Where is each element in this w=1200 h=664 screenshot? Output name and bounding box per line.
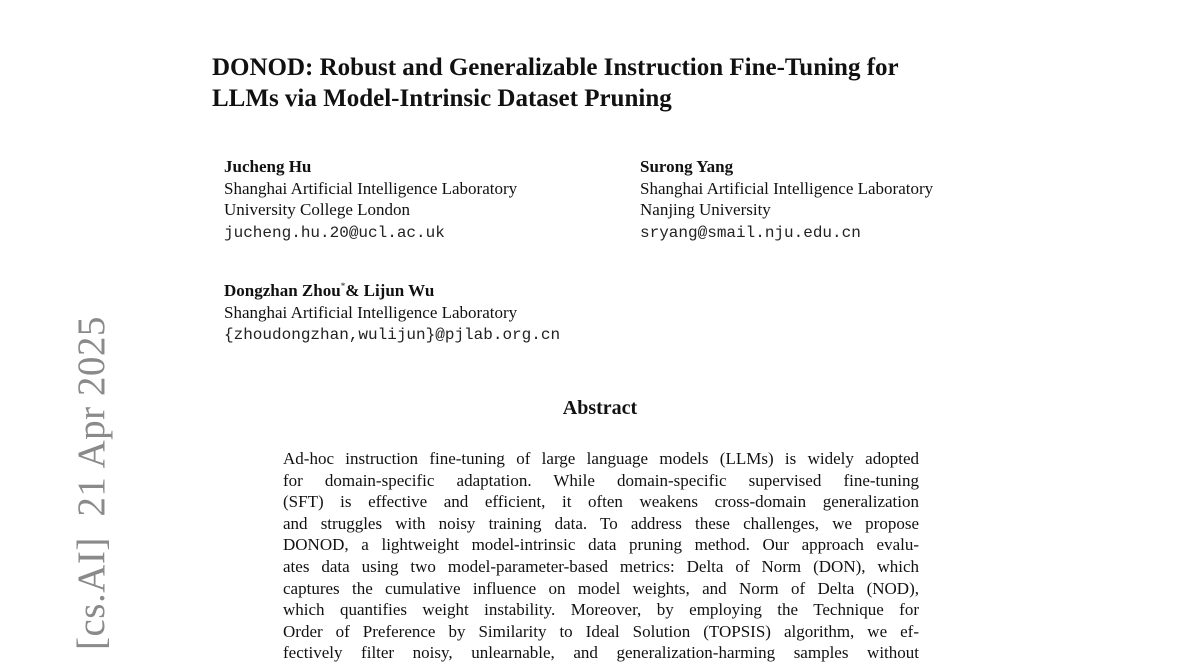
abstract-line: DONOD, a lightweight model-intrinsic data pruning method. Our approach evalu- [283,535,919,555]
author-email[interactable]: sryang@smail.nju.edu.cn [640,223,861,242]
abstract-line: Order of Preference by Similarity to Ideal Solution (TOPSIS) algorithm, we ef- [283,621,919,641]
author-name-part-1: Dongzhan Zhou [224,281,341,300]
author-affiliation: Shanghai Artificial Intelligence Laboratory [224,178,518,198]
title-line-1: DONOD: Robust and Generalizable Instruction Fine-Tuning for [212,54,899,81]
abstract-line: ates data using two model-parameter-based metrics: Delta of Norm (DON), which [283,556,919,576]
author-block-3 [224,276,560,347]
author-name-part-2: & Lijun Wu [345,281,435,300]
author-email[interactable]: {zhoudongzhan,wulijun}@pjlab.org.cn [224,326,561,344]
abstract-line: which quantifies weight instability. Moreover, by employing the Technique for [283,600,919,620]
title-line-2: LLMs via Model-Intrinsic Dataset Pruning [212,85,672,112]
author-affiliation: Shanghai Artificial Intelligence Laboratory [224,302,518,322]
arxiv-stamp-text: [cs.AI] 21 Apr 2025 [70,316,113,650]
author-affiliation: University College London [224,200,411,219]
paper-title [212,52,1032,114]
author-name [224,276,560,302]
author-email[interactable]: jucheng.hu.20@ucl.ac.uk [224,223,445,242]
abstract-heading: Abstract [562,397,638,419]
abstract-body [283,448,919,664]
author-block-1 [224,156,517,245]
abstract-line: captures the cumulative influence on model weights, and Norm of Delta (NOD), [283,578,919,598]
author-affiliation: Nanjing University [640,200,771,219]
abstract-line: for domain-specific adaptation. While domain-specific supervised fine-tuning [283,470,919,490]
author-name: Jucheng Hu [224,157,312,176]
abstract-line: (SFT) is effective and efficient, it often weakens cross-domain generalization [283,492,919,512]
arxiv-identifier-stamp [28,316,113,650]
corresponding-author-mark: * [340,281,346,291]
abstract-line: Ad-hoc instruction fine-tuning of large language models (LLMs) is widely adopted [283,449,919,468]
abstract-line: and struggles with noisy training data. To address these challenges, we propose [283,513,919,533]
author-name: Surong Yang [640,157,734,176]
author-affiliation: Shanghai Artificial Intelligence Laboratory [640,178,934,198]
abstract-line: fectively filter noisy, unlearnable, and generalization-harming samples without [283,643,919,663]
author-block-2 [640,156,933,245]
